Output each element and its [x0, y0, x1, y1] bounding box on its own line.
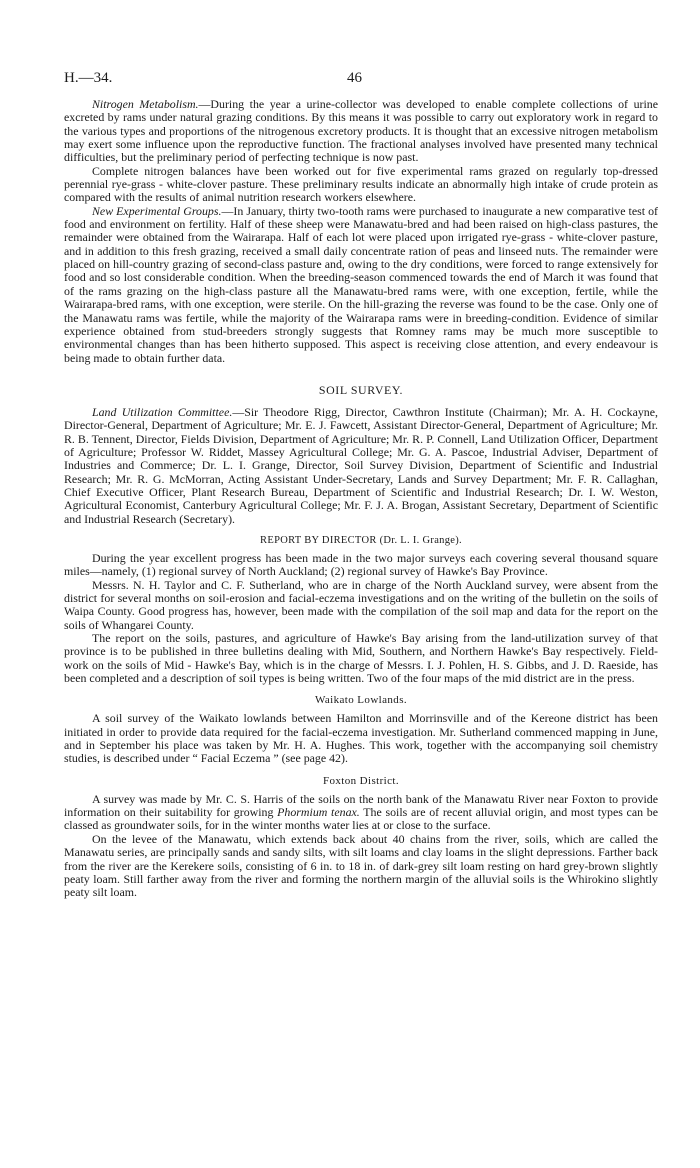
foxton-heading: Foxton District.	[322, 774, 400, 787]
report-paragraph-1: During the year excellent progress has been made in the two major surveys each covering several thousand square miles—namely, (1) regional survey of North Auckland; (2) regional survey of Hawke's Bay Province.	[64, 550, 658, 579]
foxton-paragraph-2: On the levee of the Manawatu, which extends back about 40 chains from the river, soils, which are called the Manawatu series, are principally sands and sandy silts, with silt loams and clay loams in the slight depressions. Farther back from the river are the Kerekere soils, consisting of 6 in. to 18 in. of dark-grey silt loam resting on hard grey-brown slightly peaty loam. Still farther away from the river and forming the northern margin of the alluvial soils is the Whirokino slightly peaty silt loam.	[64, 831, 658, 900]
nitrogen-lead: Nitrogen Metabolism.	[92, 97, 199, 111]
foxton-text-a: A survey was made by Mr. C. S. Harris of the soils on the north bank of the Manawatu River near Foxton to provide information on their suitability for growing	[64, 791, 658, 820]
page-number: 46	[347, 70, 362, 86]
report-heading: REPORT BY DIRECTOR (Dr. L. I. Grange).	[260, 534, 462, 546]
balances-paragraph: Complete nitrogen balances have been worked out for five experimental rams grazed on regularly top-dressed perennial rye-grass - white-clover pasture. These preliminary results indicate an abnormally high intake of crude protein as compared with the results of animal nutrition research workers elsewhere.	[64, 163, 658, 205]
waikato-heading: Waikato Lowlands.	[314, 694, 408, 707]
report-paragraph-2: Messrs. N. H. Taylor and C. F. Sutherland, who are in charge of the North Auckland survey, were absent from the district for several months on soil-erosion and facial-eczema investigations and on the writing of the bulletin on the soils of Waipa County. Good progress has, however, been made with the compilation of the soil map and data for the report on the soils of Whangarei County.	[64, 577, 658, 632]
soil-survey-heading: SOIL SURVEY.	[318, 382, 404, 397]
waikato-paragraph: A soil survey of the Waikato lowlands between Hamilton and Morrinsville and of the Kereone district has been initiated in order to provide data required for the facial-eczema investigation. Mr. Sutherland commenced mapping in June, and in September his place was taken by Mr. H. A. Hughes. This work, together with the accompanying soil chemistry studies, is described under “ Facial Eczema ” (see page 42).	[64, 711, 658, 766]
report-paragraph-3: The report on the soils, pastures, and agriculture of Hawke's Bay arising from the land-utilization survey of that province is to be published in three bulletins dealing with Mid, Southern, and Northern Hawke's Bay respectively. Field-work on the soils of Mid - Hawke's Bay, which is in the charge of Messrs. I. J. Pohlen, H. S. Gibbs, and J. D. Raeside, has been completed and a description of soil types is being written. Two of the four maps of the mid district are in the press.	[64, 631, 658, 686]
page-header	[64, 70, 658, 92]
nitrogen-text: —During the year a urine-collector was developed to enable complete collections of urine excreted by rams under natural grazing conditions. By this means it was possible to carry out exploratory work in regard to the various types and proportions of the nitrogenous excretory products. It is thought that an excessive nitrogen metabolism may exert some influence upon the reproductive function. The fractional analyses involved have presented many technical difficulties, but the preliminary period of perfecting technique is now past.	[64, 97, 658, 165]
groups-text: —In January, thirty two-tooth rams were purchased to inaugurate a new comparative test of food and environment on fertility. Half of these sheep were Manawatu-bred and had been raised on high-class pastures, the remainder were obtained from the Wairarapa. Half of each lot were placed upon irrigated rye-grass - white-clover pasture, and in addition to this fresh grazing, received a small daily concentrate ration of peas and linseed nuts. The remainder were placed on hill-country grazing of second-class pasture and, owing to the dry conditions, were forced to range extensively for food and so lost considerable condition. When the breeding-season commenced towards the end of March it was found that of the rams grazing on the high-class pasture all the Manawatu-bred rams were, with one exception, fertile, while the Wairarapa-bred rams, with one exception, were sterile. On the hill-grazing the reverse was found to be the case. Only one of the Manawatu rams was fertile, while the majority of the Wairarapa rams were in breeding-condition. Evidence of similar experience obtained from stud-breeders strongly suggests that Romney rams may be much more susceptible to environmental changes than has been hitherto supposed. This aspect is receiving close attention, and every endeavour is being made to obtain further data.	[64, 203, 659, 365]
committee-text: —Sir Theodore Rigg, Director, Cawthron Institute (Chairman); Mr. A. H. Cockayne, Director-General, Department of Agriculture; Mr. E. J. Fawcett, Assistant Director-General, Department of Agriculture; Mr. R. B. Tennent, Director, Fields Division, Department of Agriculture; Mr. R. P. Connell, Land Utilization Officer, Department of Agriculture; Professor W. Riddet, Massey Agricultural College; Mr. G. A. Pascoe, Industrial Adviser, Department of Industries and Commerce; Dr. L. I. Grange, Director, Soil Survey Division, Department of Scientific and Industrial Research; Mr. R. G. McMorran, Acting Assistant Under-Secretary, Lands and Survey Department; Mr. F. R. Callaghan, Chief Executive Officer, Plant Research Bureau, Department of Scientific and Industrial Research; Dr. I. W. Weston, Agricultural Economist, Canterbury Agricultural College; Mr. F. J. A. Brogan, Assistant Secretary, Department of Scientific and Industrial Research (Secretary).	[64, 404, 658, 526]
groups-lead: New Experimental Groups.	[92, 203, 222, 218]
nitrogen-paragraph	[64, 98, 658, 165]
committee-lead: Land Utilization Committee.	[92, 404, 233, 419]
committee-paragraph	[64, 406, 658, 526]
report-reference: H.—34.	[64, 70, 113, 86]
species-name: Phormium tenax.	[277, 805, 360, 820]
foxton-paragraph-1	[64, 793, 658, 833]
groups-paragraph	[64, 205, 658, 365]
foxton-text-b: The soils are of recent alluvial origin, and most types can be classed as groundwater soils, for in the winter months water lies at or close to the surface.	[64, 805, 658, 833]
